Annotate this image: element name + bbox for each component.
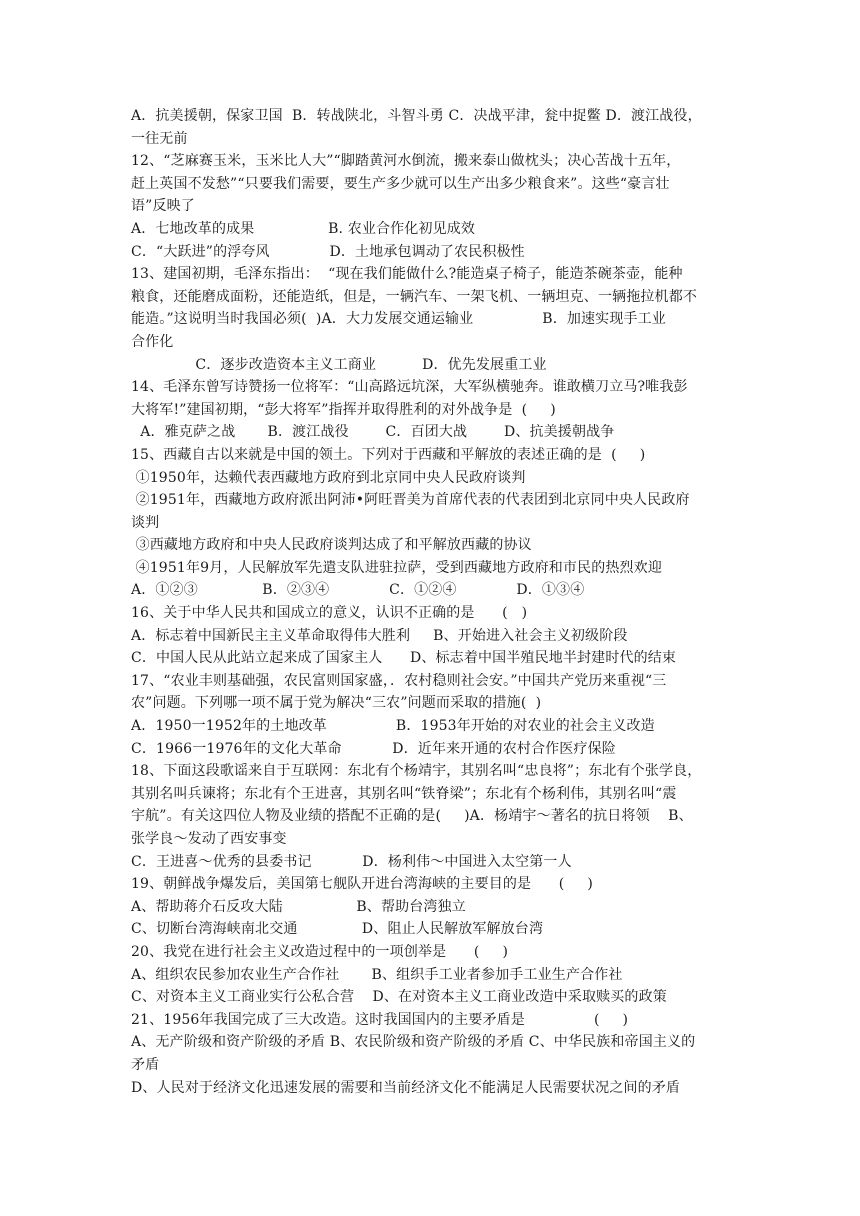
text-line: 20、我党在进行社会主义改造过程中的一项创举是 ( ) [131,943,509,960]
text-line: 14、毛泽东曾写诗赞扬一位将军：“山高路远坑深，大军纵横驰奔。谁敢横刀立马?唯我彭 [131,379,688,396]
text-line: 19、朝鲜战争爆发后，美国第七舰队开进台湾海峡的主要目的是 ( ) [131,876,593,893]
text-line: 13、建国初期，毛泽东指出： “现在我们能做什么?能造桌子椅子，能造茶碗茶壶，能种 [131,266,683,283]
text-line: 矛盾 [131,1056,160,1073]
text-line: A、帮助蒋介石反攻大陆 B、帮助台湾独立 [131,898,466,915]
text-line: 语”反映了 [131,198,195,215]
text-line: 18、下面这段歌谣来自于互联网：东北有个杨靖宇，其别名叫“忠良将”；东北有个张学良， [131,763,702,780]
text-line: A．标志着中国新民主主义革命取得伟大胜利 B、开始进入社会主义初级阶段 [131,627,628,644]
text-line: A、组织农民参加农业生产合作社 B、组织手工业者参加手工业生产合作社 [131,966,623,983]
text-line: C．1966一1976年的文化大革命 D．近年来开通的农村合作医疗保险 [131,740,616,757]
text-line: ④1951年9月，人民解放军先遣支队进驻拉萨，受到西藏地方政府和市民的热烈欢迎 [131,559,662,576]
text-line: ②1951年，西藏地方政府派出阿沛•阿旺晋美为首席代表的代表团到北京同中央人民政府 [131,492,690,509]
text-line: 17、“农业丰则基础强，农民富则国家盛，．农村稳则社会安。”中国共产党历来重视“三 [131,672,667,689]
text-line: 12、“芝麻赛玉米，玉米比人大”“脚踏黄河水倒流，搬来泰山做枕头；决心苦战十五年， [131,153,681,170]
text-line: 一往无前 [131,130,188,147]
text-line: 农”问题。下列哪一项不属于党为解决“三农”问题而采取的措施( ) [131,695,542,712]
text-line: 宇航”。有关这四位人物及业绩的搭配不正确的是( )A．杨靖宇～著名的抗日将领 B、 [131,808,693,825]
text-line: C、切断台湾海峡南北交通 D、阻止人民解放军解放台湾 [131,921,544,938]
exam-questions-text [131,105,731,1099]
text-line: D、人民对于经济文化迅速发展的需要和当前经济文化不能满足人民需要状况之间的矛盾 [131,1079,681,1096]
text-line: A．抗美援朝，保家卫国 B．转战陕北，斗智斗勇 C．决战平津，瓮中捉鳖 D．渡江战役， [131,108,702,124]
text-line: A．雅克萨之战 B．渡江战役 C．百团大战 D、抗美援朝战争 [131,424,615,441]
text-line: 16、关于中华人民共和国成立的意义，认识不正确的是 ( ) [131,605,528,622]
text-line: 粮食，还能磨成面粉，还能造纸，但是，一辆汽车、一架飞机、一辆坦克、一辆拖拉机都不 [131,288,697,305]
text-line: 21、1956年我国完成了三大改造。这时我国国内的主要矛盾是 ( ) [131,1011,629,1028]
text-line: 能造。”这说明当时我国必须( )A．大力发展交通运输业 B．加速实现手工业 [131,311,666,328]
text-line: 15、西藏自古以来就是中国的领土。下列对于西藏和平解放的表述正确的是 ( ) [131,446,646,463]
text-line: ①1950年，达赖代表西藏地方政府到北京同中央人民政府谈判 [131,469,526,486]
text-line: 谈判 [131,514,160,531]
text-line: A．1950一1952年的土地改革 B．1953年开始的对农业的社会主义改造 [131,718,655,735]
text-line: C．“大跃进”的浮夸风 D．土地承包调动了农民积极性 [131,243,525,260]
text-line: ③西藏地方政府和中央人民政府谈判达成了和平解放西藏的协议 [131,537,532,554]
text-line: C．逐步改造资本主义工商业 D．优先发展重工业 [131,356,547,373]
text-line: 赶上英国不发愁”“只要我们需要，要生产多少就可以生产出多少粮食来”。这些“豪言壮 [131,175,670,192]
text-line: A．①②③ B．②③④ C．①②④ D．①③④ [131,582,585,599]
text-line: C．王进喜～优秀的县委书记 D．杨利伟～中国进入太空第一人 [131,853,572,870]
text-line: A、无产阶级和资产阶级的矛盾 B、农民阶级和资产阶级的矛盾 C、中华民族和帝国主义的 [131,1034,696,1051]
text-line: 其别名叫兵谏将；东北有个王进喜，其别名叫“铁脊梁”；东北有个杨利伟，其别名叫“震 [131,785,677,802]
text-line: C、对资本主义工商业实行公私合营 D、在对资本主义工商业改造中采取赎买的政策 [131,989,667,1006]
text-line: A．七地改革的成果 B. 农业合作化初见成效 [131,220,476,237]
text-line: 大将军!”建国初期，“彭大将军”指挥并取得胜利的对外战争是 ( ) [131,401,556,418]
text-line: C．中国人民从此站立起来成了国家主人 D、标志着中国半殖民地半封建时代的结束 [131,650,677,667]
text-line: 合作化 [131,333,174,350]
text-line: 张学良～发动了西安事变 [131,831,287,847]
